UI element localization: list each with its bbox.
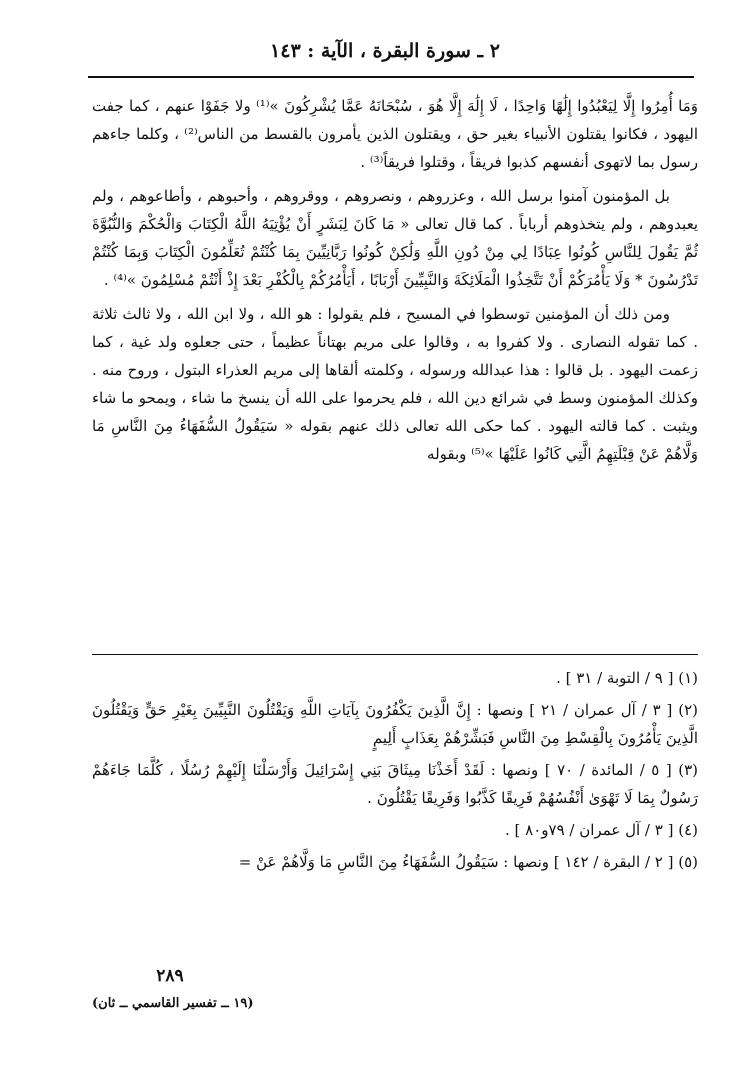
paragraph: ومن ذلك أن المؤمنين توسطوا في المسيح ، فلم يقولوا : هو الله ، ولا ابن الله ، ولا ثالث ثلاثة . كما تقوله النصارى . ولا كفروا به ، وقالوا على مريم بهتاناً عظيماً ، حتى جعلوه ولد غية ، كما زعمت اليهود . بل قالوا : هذا عبدالله ورسوله ، وكلمته ألقاها إلى مريم العذراء البتول ، وروح منه . وكذلك المؤمنون وسط في شرائع دين الله ، فلم يحرموا على الله أن ينسخ ما شاء ، ويمحو ما شاء ويثبت . كما قالته اليهود . كما حكى الله تعالى ذلك عنهم بقوله « سَيَقُولُ السُّفَهَاءُ مِنَ النَّاسِ مَا وَلَّاهُمْ عَنْ قِبْلَتِهِمُ الَّتِي كَانُوا عَلَيْهَا »⁽⁵⁾ وبقوله bbox=[92, 305, 698, 463]
footnotes bbox=[92, 664, 698, 880]
footnote: (٥) [ ٢ / البقرة / ١٤٢ ] ونصها : سَيَقُولُ السُّفَهَاءُ مِنَ النَّاسِ مَا وَلَّاهُمْ عَنْ = bbox=[238, 853, 698, 871]
main-text bbox=[92, 92, 698, 474]
footnote: (١) [ ٩ / التوبة / ٣١ ] . bbox=[556, 669, 698, 687]
footnote: (٣) [ ٥ / المائدة / ٧٠ ] ونصها : لَقَدْ أَخَذْنَا مِيثَاقَ بَنِي إِسْرَائِيلَ وَأَرْسَلْنَا إِلَيْهِمْ رُسُلًا ، كُلَّمَا جَاءَهُمْ رَسُولٌ بِمَا لَا تَهْوَىٰ أَنْفُسُهُمْ فَرِيقًا كَذَّبُوا وَفَرِيقًا يَقْتُلُونَ . bbox=[92, 761, 698, 807]
footnote: (٤) [ ٣ / آل عمران / ٧٩و٨٠ ] . bbox=[505, 821, 698, 839]
printer-signature: (١٩ ــ تفسير القاسمي ــ ثان) bbox=[92, 996, 254, 1011]
paragraph: وَمَا أُمِرُوا إِلَّا لِيَعْبُدُوا إِلَٰهًا وَاحِدًا ، لَا إِلَٰهَ إِلَّا هُوَ ، سُبْحَانَهُ عَمَّا يُشْرِكُونَ »⁽¹⁾ ولا جَفَوْا عنهم ، كما جفت اليهود ، فكانوا يقتلون الأنبياء بغير حق ، ويقتلون الذين يأمرون بالقسط من الناس⁽²⁾ ، وكلما جاءهم رسول بما لاتهوى أنفسهم كذبوا فريقاً ، وقتلوا فريقاً⁽³⁾ . bbox=[92, 97, 698, 171]
page-header: ٢ ـ سورة البقرة ، الآية : ١٤٣ bbox=[270, 40, 500, 62]
footnote: (٢) [ ٣ / آل عمران / ٢١ ] ونصها : إِنَّ الَّذِينَ يَكْفُرُونَ بِآيَاتِ اللَّهِ وَيَقْتُلُونَ النَّبِيِّينَ بِغَيْرِ حَقٍّ وَيَقْتُلُونَ الَّذِينَ يَأْمُرُونَ بِالْقِسْطِ مِنَ النَّاسِ فَبَشِّرْهُمْ بِعَذَابٍ أَلِيمٍ bbox=[92, 701, 698, 747]
paragraph: بل المؤمنون آمنوا برسل الله ، وعزروهم ، ونصروهم ، ووقروهم ، وأحبوهم ، وأطاعوهم ، ولم يعبدوهم ، ولم يتخذوهم أرباباً . كما قال تعالى « مَا كَانَ لِبَشَرٍ أَنْ يُؤْتِيَهُ اللَّهُ الْكِتَابَ وَالْحُكْمَ وَالنُّبُوَّةَ ثُمَّ يَقُولَ لِلنَّاسِ كُونُوا عِبَادًا لِي مِنْ دُونِ اللَّهِ وَلَٰكِنْ كُونُوا رَبَّانِيِّينَ بِمَا كُنْتُمْ تُعَلِّمُونَ الْكِتَابَ وَبِمَا كُنْتُمْ تَدْرُسُونَ * وَلَا يَأْمُرَكُمْ أَنْ تَتَّخِذُوا الْمَلَائِكَةَ وَالنَّبِيِّينَ أَرْبَابًا ، أَيَأْمُرُكُمْ بِالْكُفْرِ بَعْدَ إِذْ أَنْتُمْ مُسْلِمُونَ »⁽⁴⁾ . bbox=[92, 187, 698, 289]
page-number: ٢٨٩ bbox=[156, 966, 184, 986]
footnote-divider bbox=[92, 654, 698, 655]
header-divider bbox=[88, 76, 694, 78]
